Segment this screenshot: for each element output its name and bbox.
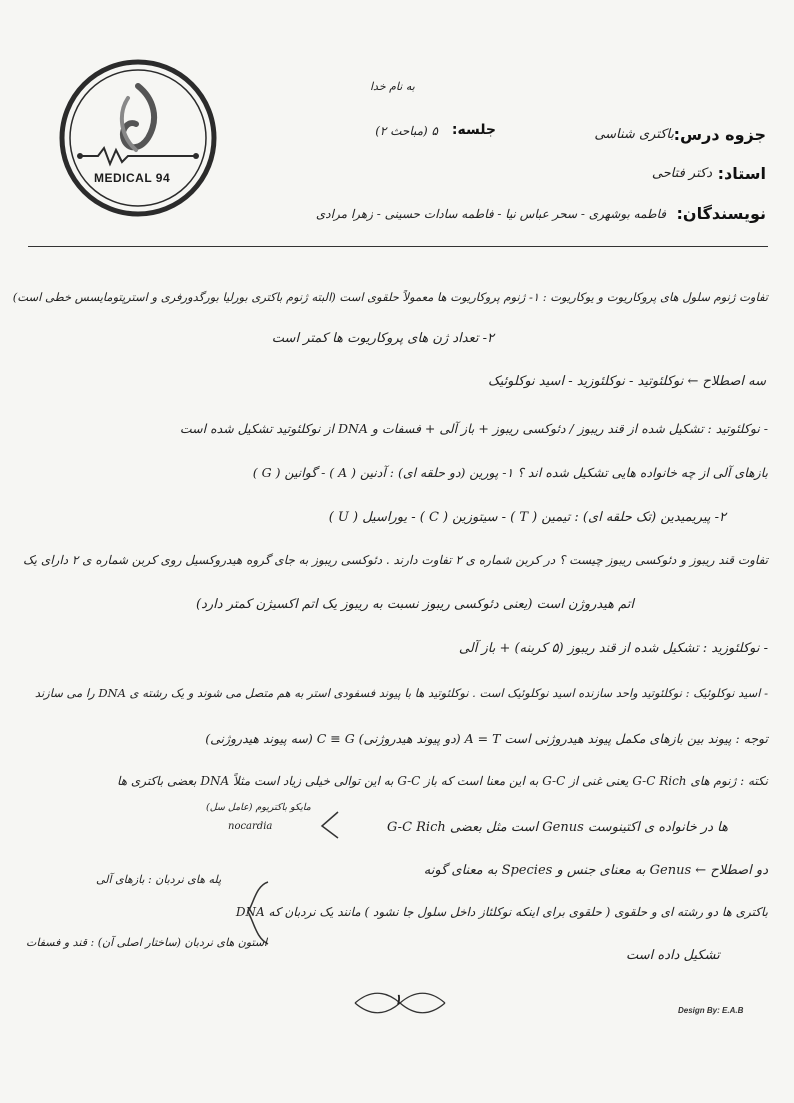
side-note: مایکو باکتریوم (عامل سل) [206, 802, 311, 813]
bracket-arrow-icon [318, 810, 344, 840]
design-credit: Design By: E.A.B [678, 1006, 744, 1015]
teacher-label: استاد: [717, 164, 766, 183]
text-line-1: تفاوت ژنوم سلول های پروکاریوت و یوکاریوت : ۱- ژنوم پروکاریوت ها معمولاً حلقوی است (البته ژنوم باکتری بورلیا بورگدورفری و استرپتومایسس خطی است) [12, 290, 768, 304]
text-line-14: دو اصطلاح ← Genus به معنای جنس و Species به معنای گونه [423, 863, 768, 878]
text-line-6: ۲- پیریمیدین (تک حلقه ای) : تیمین ( T ) - سیتوزین ( C ) - یوراسیل ( U ) [328, 510, 726, 525]
text-line-15: DNA باکتری ها دو رشته ای و حلقوی ( حلقوی برای اینکه نوکلئاز داخل سلول جا نشود ) مانند یک نردبان که [235, 905, 768, 919]
nocardia-note: nocardia [228, 821, 273, 832]
text-line-4: - نوکلئوتید : تشکیل شده از قند ریبوز / دئوکسی ریبوز + باز آلی + فسفات و DNA از نوکلئوتید تشکیل شده است [179, 421, 768, 436]
text-line-3: سه اصطلاح ← نوکلئوتید - نوکلئوزید - اسید نوکلوئیک [487, 374, 766, 389]
text-line-8: اتم هیدروژن است (یعنی دئوکسی ریبوز نسبت به ریبوز یک اتم اکسیژن کمتر دارد) [196, 597, 634, 612]
teacher-value: دکتر فتاحی [651, 166, 712, 181]
page-number: ۱ [394, 992, 402, 1008]
text-line-5: بازهای آلی از چه خانواده هایی تشکیل شده اند ؟ ۱- پورین (دو حلقه ای) : آدنین ( A ) - گوانین ( G ) [252, 465, 768, 480]
text-line-16: تشکیل داده است [626, 948, 720, 963]
header-divider [28, 246, 768, 247]
text-line-12: نکته : ژنوم های G-C Rich یعنی غنی از G-C به این معنا است که باز G-C به این توالی خیلی زیاد است مثلاً DNA بعضی باکتری ها [117, 774, 768, 788]
text-line-13: G-C Rich است مثل بعضی Genus ها در خانواده ی اکتینوست [387, 820, 728, 835]
text-line-11: توجه : پیوند بین بازهای مکمل پیوند هیدروژنی است A = T (دو پیوند هیدروژنی) C ≡ G (سه پیوند هیدروژنی) [205, 731, 768, 746]
session-label: جلسه: [451, 122, 496, 138]
text-line-10: - اسید نوکلوئیک : نوکلئوتید واحد سازنده اسید نوکلوئیک است . نوکلئوتید ها با پیوند فسفودی استر به هم متصل می شوند و یک رشته ی DNA را می سازند [34, 686, 768, 700]
logo-text: MEDICAL 94 [94, 171, 171, 185]
text-line-9: - نوکلئوزید : تشکیل شده از قند ریبوز (۵ کربنه) + باز آلی [458, 641, 768, 656]
ladder-rails-note: استون های نردبان (ساختار اصلی آن) : قند و فسفات [26, 936, 268, 949]
ladder-rungs-note: پله های نردبان : بازهای آلی [96, 873, 222, 886]
session-value: ۵ (مباحث ۲) [375, 124, 438, 138]
text-line-2: ۲- تعداد ژن های پروکاریوت ها کمتر است [271, 331, 494, 346]
medical-logo [58, 58, 218, 218]
bismillah: به نام خدا [370, 80, 415, 93]
logo-emblem-icon [58, 58, 218, 218]
course-label: جزوه درس: [673, 125, 766, 144]
course-value: باکتری شناسی [594, 127, 674, 142]
text-line-7: تفاوت قند ریبوز و دئوکسی ریبوز چیست ؟ در کربن شماره ی ۲ تفاوت دارند . دئوکسی ریبوز به جای گروه هیدروکسیل روی کربن شماره ی ۲ دارای یک [22, 553, 768, 567]
writers-label: نویسندگان: [676, 204, 766, 223]
writers-value: فاطمه بوشهری - سحر عباس نیا - فاطمه سادات حسینی - زهرا مرادی [315, 207, 666, 221]
